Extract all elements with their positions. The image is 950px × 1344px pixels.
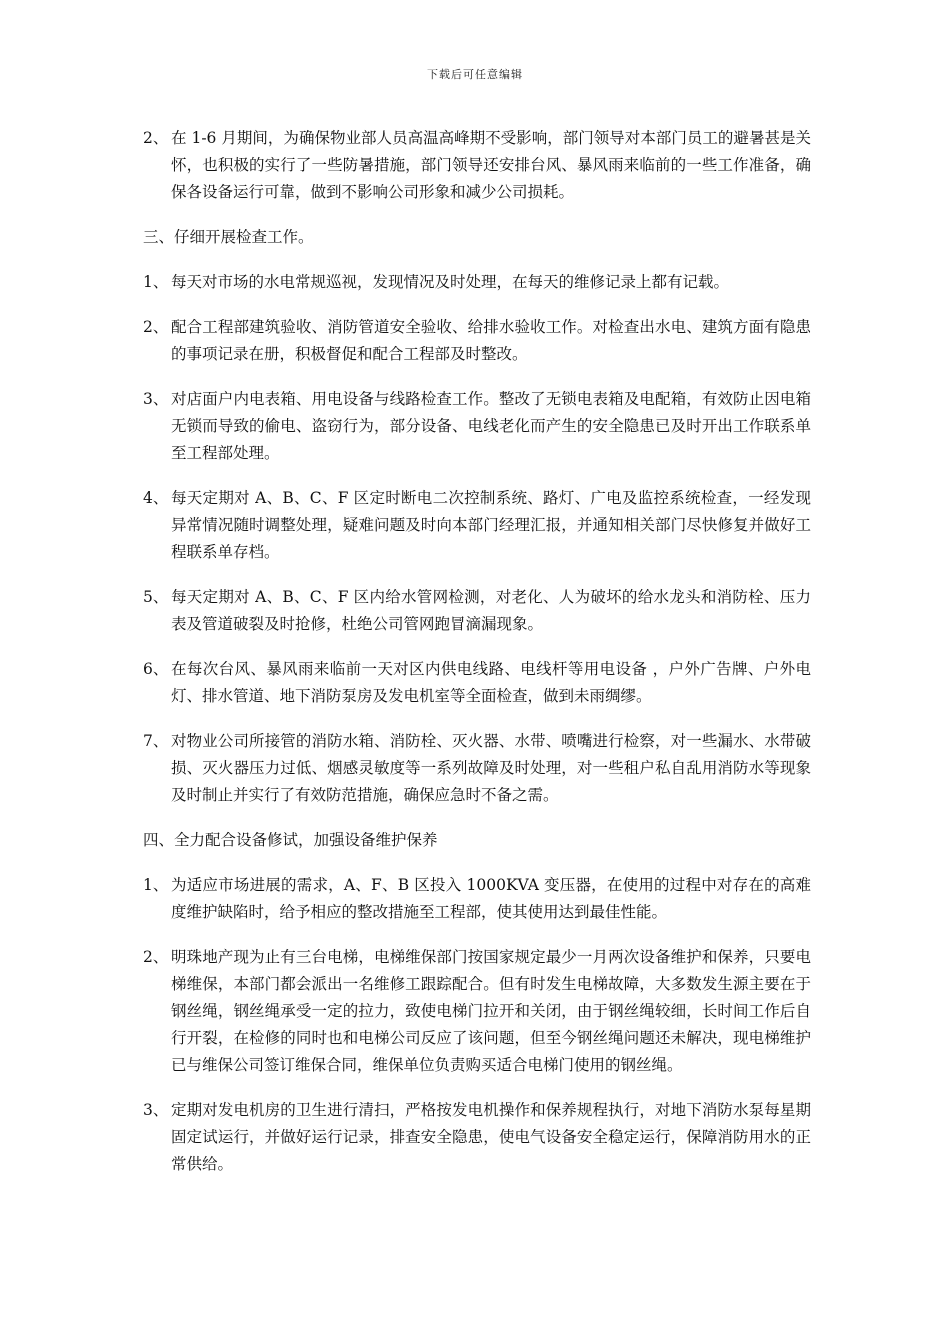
list-item-number: 2、 [143,318,169,336]
list-item-number: 2、 [143,129,169,147]
list-item-number: 6、 [143,660,169,678]
list-item-number: 2、 [143,948,169,966]
list-item [143,656,811,710]
list-item-text: 对店面户内电表箱、用电设备与线路检查工作。整改了无锁电表箱及电配箱，有效防止因电箱无锁而导致的偷电、盗窃行为，部分设备、电线老化而产生的安全隐患已及时开出工作联系单至工程部处理。 [171,390,811,462]
list-item-text: 每天对市场的水电常规巡视，发现情况及时处理，在每天的维修记录上都有记载。 [171,273,730,291]
list-item [143,269,811,296]
list-item-text: 在每次台风、暴风雨来临前一天对区内供电线路、电线杆等用电设备 ，户外广告牌、户外电灯、排水管道、地下消防泵房及发电机室等全面检查，做到未雨绸缪。 [171,660,811,705]
list-item [143,125,811,206]
list-item-text: 配合工程部建筑验收、消防管道安全验收、给排水验收工作。对检查出水电、建筑方面有隐患的事项记录在册，积极督促和配合工程部及时整改。 [171,318,811,363]
list-item-number: 3、 [143,1101,169,1119]
list-item-number: 3、 [143,390,169,408]
list-item-text: 在 1-6 月期间，为确保物业部人员高温高峰期不受影响，部门领导对本部门员工的避暑甚是关怀，也积极的实行了一些防暑措施，部门领导还安排台风、暴风雨来临前的一些工作准备，确保各设备运行可靠，做到不影响公司形象和减少公司损耗。 [171,129,811,201]
list-item [143,944,811,1079]
list-item-number: 1、 [143,273,169,291]
list-item-number: 4、 [143,489,169,507]
list-item-number: 5、 [143,588,169,606]
list-item [143,872,811,926]
list-item [143,314,811,368]
list-item [143,386,811,467]
list-item-text: 明珠地产现为止有三台电梯，电梯维保部门按国家规定最少一月两次设备维护和保养，只要电梯维保，本部门都会派出一名维修工跟踪配合。但有时发生电梯故障，大多数发生源主要在于钢丝绳，钢丝绳承受一定的拉力，致使电梯门拉开和关闭，由于钢丝绳较细，长时间工作后自行开裂，在检修的同时也和电梯公司反应了该问题，但至今钢丝绳问题还未解决，现电梯维护已与维保公司签订维保合同，维保单位负责购买适合电梯门使用的钢丝绳。 [171,948,811,1074]
section-heading: 三、仔细开展检查工作。 [143,228,314,246]
list-item [143,584,811,638]
list-item [143,728,811,809]
section-heading: 四、全力配合设备修试，加强设备维护保养 [143,831,438,849]
list-item [143,1097,811,1178]
list-item-text: 对物业公司所接管的消防水箱、消防栓、灭火器、水带、喷嘴进行检察，对一些漏水、水带破损、灭火器压力过低、烟感灵敏度等一系列故障及时处理，对一些租户私自乱用消防水等现象及时制止并实行了有效防范措施，确保应急时不备之需。 [171,732,811,804]
page-header: 下载后可任意编辑 [427,68,523,81]
list-item [143,485,811,566]
list-item-text: 每天定期对 A、B、C、F 区定时断电二次控制系统、路灯、广电及监控系统检查，一经发现异常情况随时调整处理，疑难问题及时向本部门经理汇报，并通知相关部门尽快修复并做好工程联系单存档。 [171,489,811,561]
list-item-text: 定期对发电机房的卫生进行清扫，严格按发电机操作和保养规程执行，对地下消防水泵每星期固定试运行，并做好运行记录，排查安全隐患，使电气设备安全稳定运行，保障消防用水的正常供给。 [171,1101,811,1173]
document-body [143,125,811,1196]
list-item-number: 7、 [143,732,169,750]
list-item-text: 每天定期对 A、B、C、F 区内给水管网检测，对老化、人为破坏的给水龙头和消防栓、压力表及管道破裂及时抢修，杜绝公司管网跑冒滴漏现象。 [171,588,811,633]
list-item-number: 1、 [143,876,169,894]
list-item-text: 为适应市场进展的需求，A、F、B 区投入 1000KVA 变压器，在使用的过程中对存在的高难度维护缺陷时，给予相应的整改措施至工程部，使其使用达到最佳性能。 [171,876,811,921]
